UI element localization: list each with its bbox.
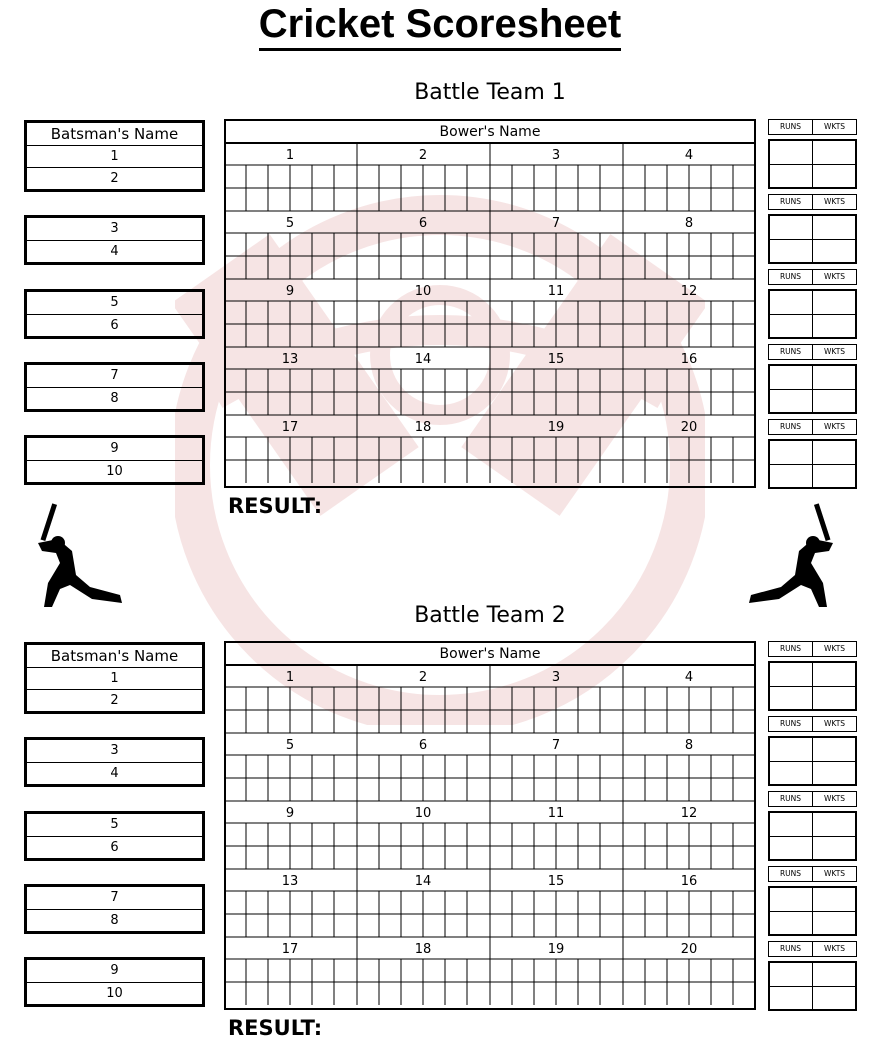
runs-label: RUNS	[769, 120, 813, 134]
team-2-runs-wkts-box-1[interactable]	[768, 661, 857, 711]
batsman-silhouette-right-icon	[746, 503, 841, 611]
team-1-batsman-box-3	[24, 289, 205, 339]
team-2-runs-wkts-header-3	[768, 791, 857, 807]
team-2-batsman-box-3	[24, 811, 205, 861]
wkts-label: WKTS	[823, 347, 846, 356]
box-divider	[770, 314, 855, 315]
batsman-header: Batsman's Name	[50, 125, 179, 143]
batsman-row-7[interactable]: 7	[110, 890, 119, 905]
wkts-label: WKTS	[823, 644, 846, 653]
page-title: Cricket Scoresheet	[0, 2, 880, 51]
over-label-9: 9	[285, 806, 295, 821]
wkts-label: WKTS	[823, 719, 846, 728]
team-2-title: Battle Team 2	[414, 603, 566, 628]
batsman-silhouette-left-icon	[30, 503, 125, 611]
batsman-row-6[interactable]: 6	[27, 836, 202, 858]
over-label-3: 3	[551, 148, 561, 163]
batsman-row-9[interactable]: 9	[110, 441, 119, 456]
team-1-runs-wkts-box-1[interactable]	[768, 139, 857, 189]
over-label-11: 11	[547, 806, 565, 821]
team-1-batsman-box-4	[24, 362, 205, 412]
over-label-5: 5	[285, 738, 295, 753]
box-divider	[770, 464, 855, 465]
runs-label: RUNS	[769, 792, 813, 806]
batsman-row-10[interactable]: 10	[27, 460, 202, 482]
box-divider	[770, 164, 855, 165]
team-2-runs-wkts-box-4[interactable]	[768, 886, 857, 936]
over-label-15: 15	[547, 352, 565, 367]
team-2-batsman-box-2	[24, 737, 205, 787]
over-label-5: 5	[285, 216, 295, 231]
over-label-20: 20	[680, 420, 698, 435]
team-2-result-label: RESULT:	[228, 1016, 323, 1040]
team-1-runs-wkts-header-1	[768, 119, 857, 135]
wkts-label: WKTS	[823, 122, 846, 131]
batsman-row-8[interactable]: 8	[27, 387, 202, 409]
over-label-10: 10	[414, 806, 432, 821]
over-label-8: 8	[684, 216, 694, 231]
over-label-1: 1	[285, 670, 295, 685]
batsman-header: Batsman's Name	[50, 647, 179, 665]
wkts-label: WKTS	[823, 422, 846, 431]
team-2-runs-wkts-header-2	[768, 716, 857, 732]
box-divider	[770, 836, 855, 837]
team-2-runs-wkts-box-3[interactable]	[768, 811, 857, 861]
team-2-batsman-box-1	[24, 642, 205, 714]
runs-label: RUNS	[769, 642, 813, 656]
batsman-row-5[interactable]: 5	[110, 817, 119, 832]
over-label-20: 20	[680, 942, 698, 957]
box-divider	[770, 911, 855, 912]
team-1-runs-wkts-box-5[interactable]	[768, 439, 857, 489]
team-1-runs-wkts-header-2	[768, 194, 857, 210]
over-label-19: 19	[547, 420, 565, 435]
batsman-row-2[interactable]: 2	[27, 689, 202, 711]
team-1-title: Battle Team 1	[414, 80, 566, 105]
over-label-4: 4	[684, 670, 694, 685]
batsman-row-1[interactable]: 1	[27, 667, 202, 689]
runs-label: RUNS	[769, 420, 813, 434]
bowler-header: Bower's Name	[439, 646, 541, 662]
box-divider	[770, 686, 855, 687]
over-label-2: 2	[418, 148, 428, 163]
batsman-row-3[interactable]: 3	[110, 221, 119, 236]
batsman-row-9[interactable]: 9	[110, 963, 119, 978]
team-2-runs-wkts-header-1	[768, 641, 857, 657]
batsman-row-5[interactable]: 5	[110, 295, 119, 310]
over-label-9: 9	[285, 284, 295, 299]
over-label-6: 6	[418, 216, 428, 231]
over-label-13: 13	[281, 352, 299, 367]
box-divider	[770, 761, 855, 762]
team-2-over-cells[interactable]	[224, 641, 756, 1010]
wkts-label: WKTS	[823, 944, 846, 953]
box-divider	[770, 389, 855, 390]
over-label-16: 16	[680, 352, 698, 367]
batsman-row-1[interactable]: 1	[27, 145, 202, 167]
over-label-4: 4	[684, 148, 694, 163]
over-label-16: 16	[680, 874, 698, 889]
over-label-8: 8	[684, 738, 694, 753]
bowler-header: Bower's Name	[439, 124, 541, 140]
team-1-over-cells[interactable]	[224, 119, 756, 488]
batsman-row-4[interactable]: 4	[27, 240, 202, 262]
over-label-18: 18	[414, 420, 432, 435]
team-1-batsman-box-2	[24, 215, 205, 265]
team-1-runs-wkts-header-4	[768, 344, 857, 360]
team-2-runs-wkts-box-2[interactable]	[768, 736, 857, 786]
team-2-batsman-box-5	[24, 957, 205, 1007]
wkts-label: WKTS	[823, 869, 846, 878]
team-2-runs-wkts-header-4	[768, 866, 857, 882]
batsman-row-7[interactable]: 7	[110, 368, 119, 383]
team-1-result-label: RESULT:	[228, 494, 323, 518]
team-1-batsman-box-5	[24, 435, 205, 485]
over-label-17: 17	[281, 942, 299, 957]
team-1-batsman-box-1	[24, 120, 205, 192]
over-label-14: 14	[414, 874, 432, 889]
over-label-2: 2	[418, 670, 428, 685]
team-1-runs-wkts-box-3[interactable]	[768, 289, 857, 339]
team-2-runs-wkts-header-5	[768, 941, 857, 957]
runs-label: RUNS	[769, 195, 813, 209]
team-1-runs-wkts-header-3	[768, 269, 857, 285]
wkts-label: WKTS	[823, 272, 846, 281]
over-label-17: 17	[281, 420, 299, 435]
runs-label: RUNS	[769, 942, 813, 956]
over-label-11: 11	[547, 284, 565, 299]
runs-label: RUNS	[769, 270, 813, 284]
runs-label: RUNS	[769, 717, 813, 731]
box-divider	[770, 239, 855, 240]
team-2-batsman-box-4	[24, 884, 205, 934]
team-2-runs-wkts-box-5[interactable]	[768, 961, 857, 1011]
batsman-row-2[interactable]: 2	[27, 167, 202, 189]
wkts-label: WKTS	[823, 794, 846, 803]
team-1-runs-wkts-header-5	[768, 419, 857, 435]
batsman-row-4[interactable]: 4	[27, 762, 202, 784]
team-1-runs-wkts-box-2[interactable]	[768, 214, 857, 264]
over-label-13: 13	[281, 874, 299, 889]
runs-label: RUNS	[769, 867, 813, 881]
over-label-12: 12	[680, 284, 698, 299]
runs-label: RUNS	[769, 345, 813, 359]
over-label-6: 6	[418, 738, 428, 753]
over-label-15: 15	[547, 874, 565, 889]
over-label-10: 10	[414, 284, 432, 299]
batsman-row-8[interactable]: 8	[27, 909, 202, 931]
batsman-row-3[interactable]: 3	[110, 743, 119, 758]
batsman-row-6[interactable]: 6	[27, 314, 202, 336]
team-1-runs-wkts-box-4[interactable]	[768, 364, 857, 414]
wkts-label: WKTS	[823, 197, 846, 206]
over-label-7: 7	[551, 738, 561, 753]
over-label-18: 18	[414, 942, 432, 957]
over-label-1: 1	[285, 148, 295, 163]
over-label-3: 3	[551, 670, 561, 685]
over-label-19: 19	[547, 942, 565, 957]
over-label-12: 12	[680, 806, 698, 821]
box-divider	[770, 986, 855, 987]
batsman-row-10[interactable]: 10	[27, 982, 202, 1004]
over-label-7: 7	[551, 216, 561, 231]
over-label-14: 14	[414, 352, 432, 367]
